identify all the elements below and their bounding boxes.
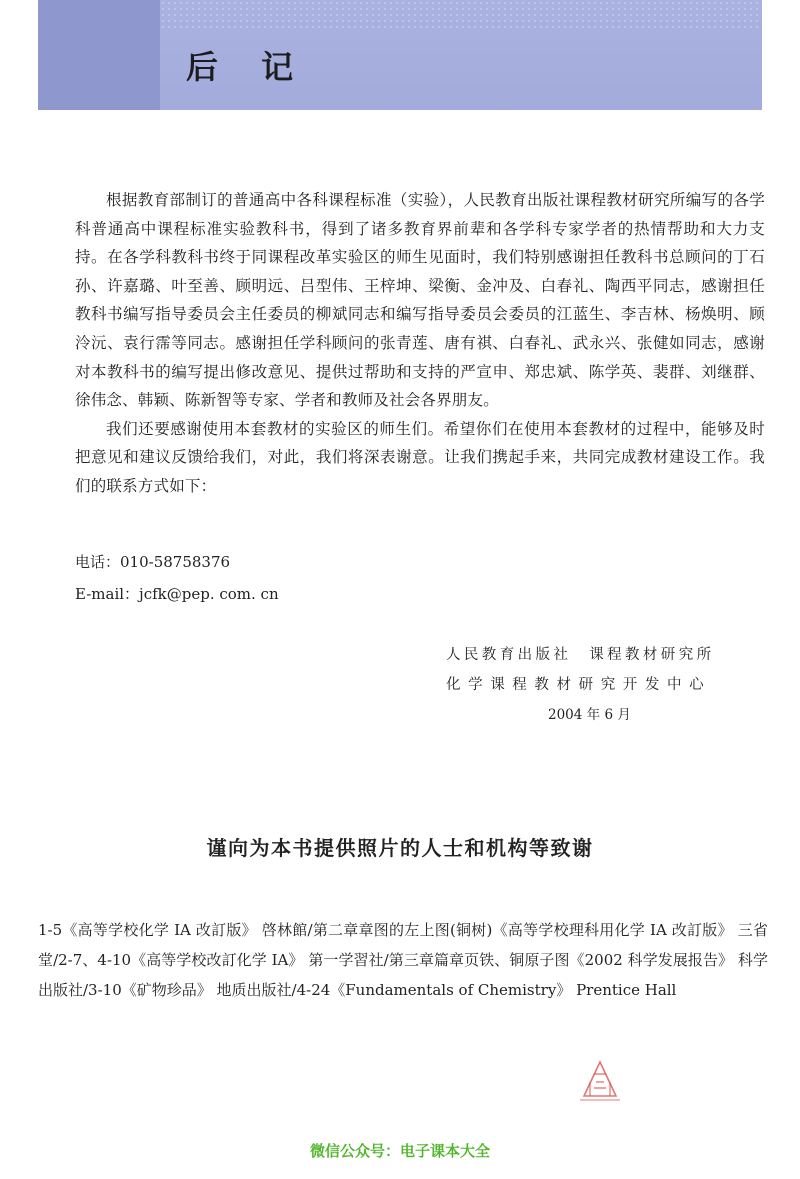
signature-date: 2004 年 6 月: [548, 707, 631, 723]
signature-center: 化学课程教材研究开发中心: [446, 677, 712, 693]
afterword-paragraph-2: 我们还要感谢使用本套教材的实验区的师生们。希望你们在使用本套教材的过程中，能够及时把意见和建议反馈给我们，对此，我们将深表谢意。让我们携起手来，共同完成教材建设工作。我们的联系方式如下：: [75, 419, 765, 495]
credits-title: 谨向为本书提供照片的人士和机构等致谢: [206, 836, 594, 860]
contact-phone: 电话：010-58758376: [75, 553, 231, 571]
afterword-body: [75, 186, 765, 501]
signature-publisher: 人民教育出版社 课程教材研究所: [446, 647, 715, 663]
afterword-paragraph-1: 根据教育部制订的普通高中各科课程标准（实验），人民教育出版社课程教材研究所编写的各学科普通高中课程标准实验教科书，得到了诸多教育界前辈和各学科专家学者的热情帮助和大力支持。在各学科教科书终于同课程改革实验区的师生见面时，我们特别感谢担任教科书总顾问的丁石孙、许嘉璐、叶至善、顾明远、吕型伟、王梓坤、梁衡、金冲及、白春礼、陶西平同志，感谢担任教科书编写指导委员会主任委员的柳斌同志和编写指导委员会委员的江蓝生、李吉林、杨焕明、顾泠沅、袁行霈等同志。感谢担任学科顾问的张青莲、唐有祺、白春礼、武永兴、张健如同志，感谢对本教科书的编写提出修改意见、提供过帮助和支持的严宣申、郑忠斌、陈学英、裴群、刘继群、徐伟念、韩颖、陈新智等专家、学者和教师及社会各界朋友。: [75, 191, 765, 410]
footer-watermark: 微信公众号：电子课本大全: [309, 1142, 490, 1160]
page-title: 后 记: [186, 48, 310, 86]
credits-text: 1-5《高等学校化学 IA 改訂版》 啓林館/第二章章图的左上图(铜树)《高等学校理科用化学 IA 改訂版》 三省堂/2-7、4-10《高等学校改訂化学 IA》 第一学習社/第三章篇章页铁、铜原子图《2002 科学发展报告》 科学出版社/3-10《矿物珍品》 地质出版社/4-24《Fundamentals of Chemistry》 Prentice Hall: [38, 921, 768, 999]
header-tab: [38, 0, 160, 110]
inspection-stamp-icon: [572, 1052, 628, 1108]
contact-email: E-mail：jcfk@pep. com. cn: [75, 585, 279, 603]
